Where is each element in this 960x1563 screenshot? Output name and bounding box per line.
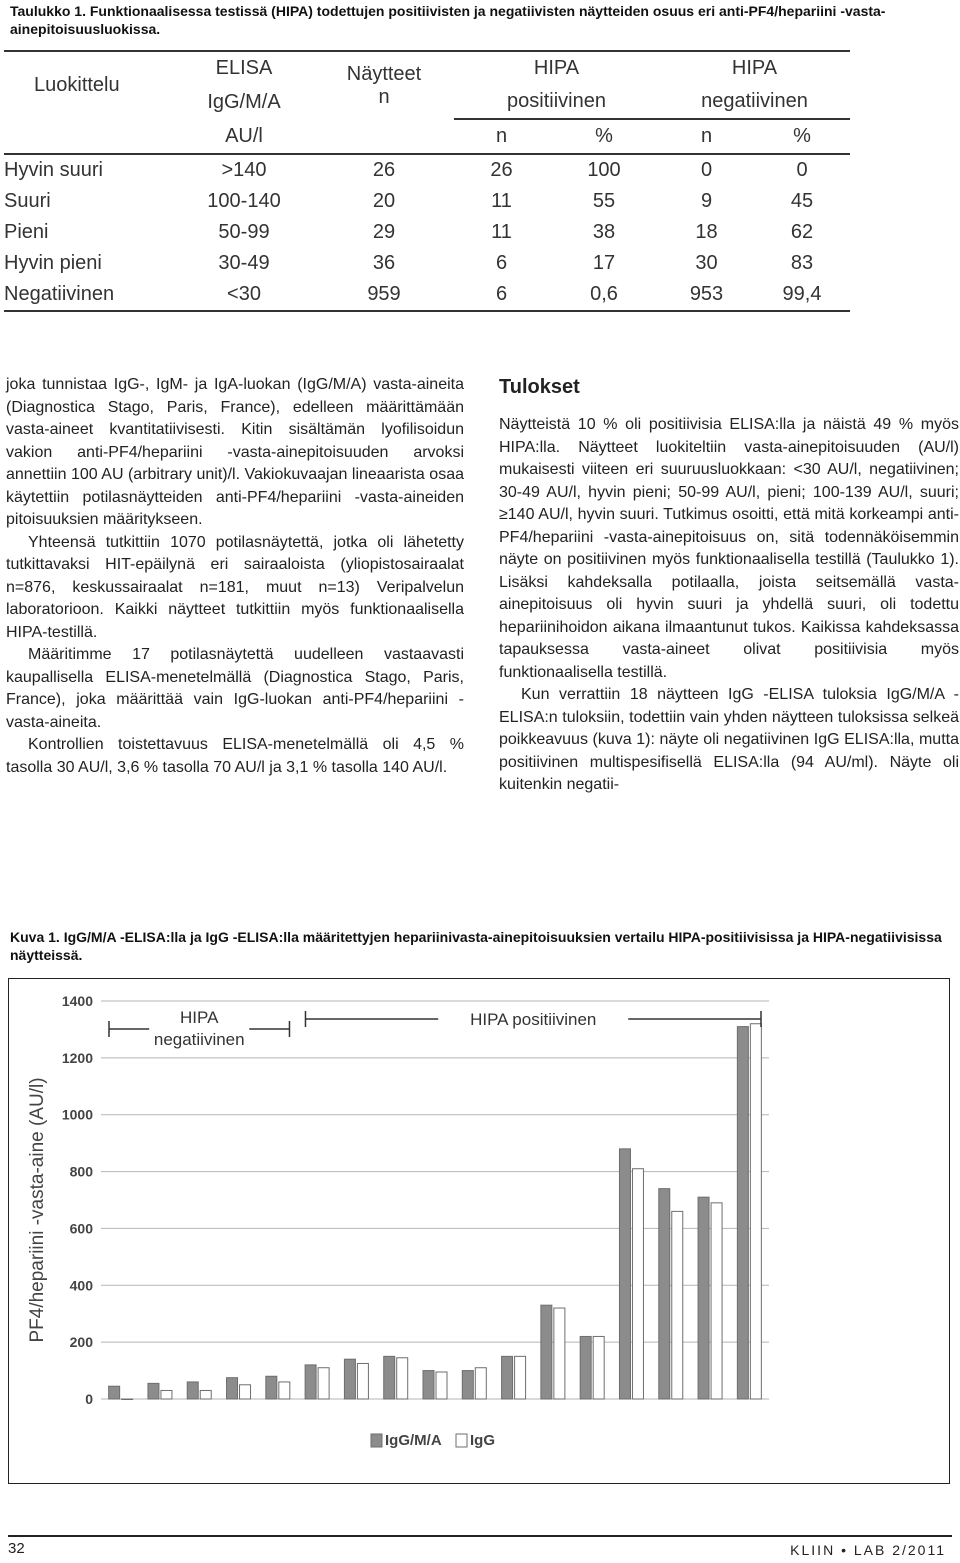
header-samples <box>314 51 454 119</box>
cell-neg-n: 30 <box>695 252 718 274</box>
header-classification: Luokittelu <box>4 51 174 119</box>
footer-rule <box>8 1535 952 1537</box>
journal-name: KLIIN • LAB 2/2011 <box>790 1542 946 1558</box>
table-row <box>4 217 850 248</box>
bar-igg-m-a <box>502 1356 513 1399</box>
cell-pos-pct: 100 <box>587 159 621 181</box>
table-header-row <box>4 51 850 85</box>
header-neg-n: n <box>659 119 754 154</box>
bar-igg-m-a <box>737 1027 748 1399</box>
paragraph: Kun verrattiin 18 näytteen IgG -ELISA tuloksia IgG/M/A -ELISA:n tuloksiin, todettiin vain yhden näytteen tuloksissa selkeä poikkeavuus (kuva 1): näyte oli negatiivinen IgG ELISA:lla, mutta positiivinen multispesifisellä ELISA:lla (94 AU/ml). Näyte oli kuitenkin negatii- <box>499 686 959 793</box>
row-label: Hyvin suuri <box>4 159 103 181</box>
cell-pos-n: 11 <box>491 221 512 243</box>
table-row <box>4 248 850 279</box>
cell-pos-pct: 17 <box>592 252 616 274</box>
cell-elisa: <30 <box>174 279 314 311</box>
header-hipa-pos-line2: positiivinen <box>454 85 659 119</box>
header-pos-pct: % <box>549 119 659 154</box>
cell-pos-n: 6 <box>495 252 508 274</box>
cell-pos-n: 11 <box>491 190 512 212</box>
cell-neg-pct: 83 <box>790 252 814 274</box>
cell-neg-pct: 99,4 <box>754 279 850 311</box>
legend-label: IgG <box>470 1432 495 1449</box>
table-caption: Taulukko 1. Funktionaalisessa testissä (HIPA) todettujen positiivisten ja negatiivisten näytteiden osuus eri anti-PF4/hepariini -vasta-ainepitoisuusluokissa. <box>10 3 886 37</box>
paragraph: joka tunnistaa IgG-, IgM- ja IgA-luokan (IgG/M/A) vasta-aineita (Diagnostica Stago, Paris, France), edelleen määrittämään vasta-aineet kvantitatiivisesti. Kitin sisältämän lyofilisoidun vakion anti-PF4/hepariini -vasta-ainepitoisuuden arvoksi annettiin 100 AU (arbitrary unit)/l. Vakiokuvaajan lineaarista osaa käytettiin potilasnäytteiden anti-PF4/hepariini -vasta-aineiden pitoisuuksien määritykseen. <box>6 376 464 528</box>
header-elisa-line1: ELISA <box>174 51 314 85</box>
table-row <box>4 154 850 186</box>
y-tick-label: 0 <box>85 1391 93 1407</box>
bar-igg-m-a <box>462 1371 473 1399</box>
bar-igg-m-a <box>659 1189 670 1399</box>
table-row <box>4 186 850 217</box>
cell-n: 20 <box>372 190 396 212</box>
bar-igg <box>161 1390 172 1399</box>
cell-neg-pct: 0 <box>796 159 808 181</box>
y-tick-label: 1400 <box>61 993 93 1009</box>
right-text-column <box>499 374 959 797</box>
header-elisa-line3: AU/l <box>174 119 314 154</box>
paragraph: Näytteistä 10 % oli positiivisia ELISA:lla ja näistä 49 % myös HIPA:lla. Näytteet luokiteltiin vasta-ainepitoisuuden (AU/l) mukaisesti viiteen eri suuruusluokkaan: <30 AU/l, negatiivinen; 30-49 AU/l, hyvin pieni; 50-99 AU/l, pieni; 100-139 AU/l, suuri; ≥140 AU/l, hyvin suuri. Tutkimus osoitti, että mitä korkeampi anti-PF4/hepariini -vasta-ainepitoisuus on, sitä todennäköisemmin näyte on positiivinen myös funktionaalisella testillä (Taulukko 1). Lisäksi kahdeksalla potilaalla, joista seitsemällä vasta-ainepitoisuus oli hyvin suuri ja yhdellä suuri, oli todettu hepariinihoidon aikana ilmaantunut tukos. Kaikissa kahdeksassa tapauksessa vasta-aineet olivat positiivisia myös funktionaalisella testillä. <box>499 416 959 681</box>
annotation-label: HIPA <box>180 1008 219 1027</box>
bar-chart <box>9 979 949 1483</box>
bar-igg <box>672 1211 683 1399</box>
bar-igg <box>240 1385 251 1399</box>
results-table <box>4 50 850 312</box>
row-label: Hyvin pieni <box>4 252 102 274</box>
cell-neg-n: 18 <box>695 221 718 243</box>
y-tick-label: 800 <box>69 1163 93 1180</box>
header-hipa-neg-line1: HIPA <box>659 51 850 85</box>
figure-caption: Kuva 1. IgG/M/A -ELISA:lla ja IgG -ELISA:lla määritettyjen hepariinivasta-ainepitoisuuksien vertailu HIPA-positiivisissa ja HIPA-negatiivisissa näytteissä. <box>10 929 942 963</box>
legend-swatch <box>456 1434 467 1447</box>
bar-igg <box>515 1356 526 1399</box>
y-axis-title: PF4/hepariini -vasta-aine (AU/l) <box>27 1077 48 1343</box>
bar-igg-m-a <box>423 1371 434 1399</box>
page-number: 32 <box>8 1540 25 1557</box>
bar-igg <box>122 1399 133 1400</box>
cell-n: 959 <box>314 279 454 311</box>
cell-n: 29 <box>372 221 396 243</box>
paragraph: Kontrollien toistettavuus ELISA-menetelmällä oli 4,5 % tasolla 30 AU/l, 3,6 % tasolla 70 AU/l ja 3,1 % tasolla 140 AU/l. <box>6 736 464 776</box>
bar-igg <box>357 1363 368 1399</box>
cell-neg-n: 953 <box>659 279 754 311</box>
bar-igg <box>279 1382 290 1399</box>
bar-igg <box>397 1358 408 1399</box>
y-tick-label: 1000 <box>61 1106 93 1123</box>
y-tick-label: 400 <box>69 1277 93 1294</box>
cell-elisa: 50-99 <box>218 221 270 243</box>
left-text-column <box>6 374 464 779</box>
bar-igg <box>436 1372 447 1399</box>
bar-igg <box>475 1368 486 1399</box>
table-header-row <box>4 119 850 154</box>
bar-igg-m-a <box>384 1356 395 1399</box>
header-hipa-pos-line1: HIPA <box>454 51 659 85</box>
bar-igg-m-a <box>266 1376 277 1399</box>
table-row <box>4 279 850 311</box>
row-label: Suuri <box>4 190 51 212</box>
cell-pos-n: 26 <box>490 159 513 181</box>
cell-neg-pct: 62 <box>790 221 814 243</box>
bar-igg-m-a <box>580 1336 591 1399</box>
header-neg-pct: % <box>754 119 850 154</box>
paragraph: Yhteensä tutkittiin 1070 potilasnäytettä, jotka oli lähetetty tutkittavaksi HIT-epäilynä eri sairaaloista (yliopistosairaalat n=876, keskussairaalat n=181, muut n=13) Veripalvelun laboratorioon. Kaikki näytteet tutkittiin myös funktionaalisella HIPA-testillä. <box>6 533 464 641</box>
header-samples-line2: n <box>378 85 390 108</box>
cell-neg-pct: 45 <box>790 190 814 212</box>
cell-n: 26 <box>372 159 396 181</box>
header-elisa-line2: IgG/M/A <box>207 90 281 113</box>
bar-igg-m-a <box>305 1365 316 1399</box>
bar-igg-m-a <box>541 1305 552 1399</box>
cell-neg-n: 9 <box>700 190 713 212</box>
bar-igg-m-a <box>187 1382 198 1399</box>
paragraph: Määritimme 17 potilasnäytettä uudelleen vastaavasti kaupallisella ELISA-menetelmällä (Diagnostica Stago, Paris, France), joka määrittää vain IgG-luokan anti-PF4/hepariini -vasta-aineita. <box>6 646 464 731</box>
bar-igg <box>711 1203 722 1399</box>
cell-pos-pct: 0,6 <box>549 279 659 311</box>
cell-elisa: 30-49 <box>218 252 270 274</box>
bar-igg-m-a <box>109 1386 120 1399</box>
y-tick-label: 200 <box>69 1334 93 1351</box>
header-hipa-neg-line2: negatiivinen <box>659 85 850 119</box>
cell-pos-pct: 38 <box>592 221 616 243</box>
section-heading: Tulokset <box>499 376 580 398</box>
bar-igg <box>750 1024 761 1399</box>
y-tick-label: 1200 <box>61 1049 93 1066</box>
cell-elisa: >140 <box>221 159 267 181</box>
row-label: Pieni <box>4 221 49 243</box>
row-label: Negatiivinen <box>4 279 174 311</box>
bar-igg <box>318 1368 329 1399</box>
header-samples-line1: Näytteet <box>346 62 422 85</box>
bar-igg-m-a <box>148 1383 159 1399</box>
legend-label: IgG/M/A <box>385 1432 442 1449</box>
annotation-label: negatiivinen <box>153 1030 245 1049</box>
y-tick-label: 600 <box>69 1220 93 1237</box>
cell-neg-n: 0 <box>700 159 713 181</box>
annotation-label: HIPA positiivinen <box>470 1010 597 1029</box>
cell-pos-n: 6 <box>454 279 549 311</box>
cell-elisa: 100-140 <box>207 190 281 212</box>
header-pos-n: n <box>454 119 549 154</box>
bar-igg-m-a <box>698 1197 709 1399</box>
bar-igg-m-a <box>619 1149 630 1399</box>
bar-igg <box>593 1336 604 1399</box>
cell-n: 36 <box>372 252 396 274</box>
figure-frame <box>8 978 950 1484</box>
bar-igg <box>200 1390 211 1399</box>
bar-igg-m-a <box>227 1378 238 1399</box>
bar-igg-m-a <box>344 1359 355 1399</box>
bar-igg <box>632 1169 643 1399</box>
legend-swatch <box>371 1434 382 1447</box>
bar-igg <box>554 1308 565 1399</box>
cell-pos-pct: 55 <box>592 190 616 212</box>
